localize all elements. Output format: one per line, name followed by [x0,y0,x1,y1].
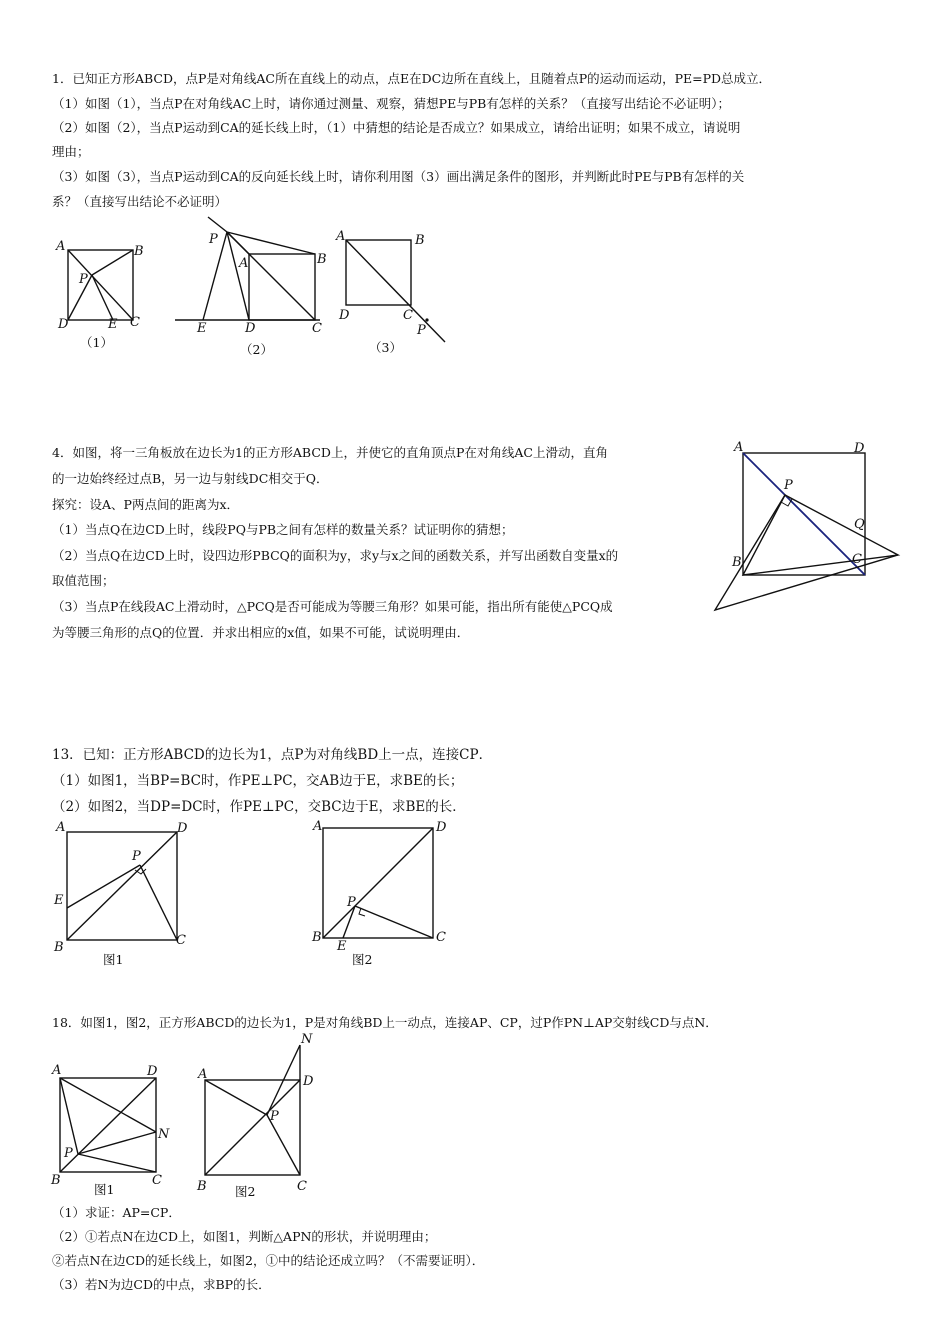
problem4-line3: 探究：设A、P两点间的距离为x． [52,497,239,512]
caption-fig2: （2） [240,342,273,357]
ray-extension [208,217,227,232]
segment-pc [78,1154,156,1172]
segment-pc [140,865,177,940]
diagonal-bd [60,1078,156,1172]
label-a: A [52,1063,62,1078]
diagonal-bd [323,828,433,938]
segment-pc [267,1115,300,1175]
problem1-q3-line2: 系？（直接写出结论不必证明） [52,194,228,209]
diagonal-extended [346,240,445,342]
label-d: D [854,441,865,456]
label-n: N [158,1127,170,1142]
label-b: B [197,1179,207,1194]
problem18-figure-2 [195,1030,325,1205]
label-b: B [51,1173,61,1188]
label-q: Q [854,517,865,532]
label-a: A [56,820,66,835]
label-c: C [312,321,322,336]
label-p: P [347,895,356,910]
problem13-line2: （1）如图1，当BP=BC时，作PE⊥PC，交AB边于E，求BE的长； [52,773,464,789]
label-d: D [245,321,256,336]
caption-fig2: 图2 [352,952,373,967]
label-a: A [734,440,744,455]
segment-pc [355,906,433,938]
problem1-stem: 1．已知正方形ABCD，点P是对角线AC所在直线上的动点，点E在DC边所在直线上，且随着点P的运动而运动，PE=PD总成立． [52,71,772,86]
segment-pe [343,906,355,938]
problem4-line5: （2）当点Q在边CD上时，设四边形PBCQ的面积为y，求y与x之间的函数关系，并写出函数自变量x的 [52,548,619,563]
segment-pd [227,232,249,320]
label-d: D [436,820,447,835]
problem1-q2-line1: （2）如图（2），当点P运动到CA的延长线上时，（1）中猜想的结论是否成立？如果成立，请给出证明；如果不成立，请说明 [52,120,741,135]
label-p: P [209,232,218,247]
problem4-line6: 取值范围； [52,573,115,588]
problem1-q2-line2: 理由； [52,144,90,159]
label-c: C [852,552,862,567]
caption-fig1: 图1 [94,1182,115,1197]
label-d: D [177,821,188,836]
problem13-line1: 13．已知：正方形ABCD的边长为1，点P为对角线BD上一点，连接CP． [52,747,493,763]
problem4-figure [715,435,915,620]
label-c: C [403,308,413,323]
label-b: B [54,940,64,955]
label-b: B [317,252,327,267]
problem18-q2-part2: ②若点N在边CD的延长线上，如图2，①中的结论还成立吗？（不需要证明）． [52,1253,485,1268]
problem4-line2: 的一边始终经过点B，另一边与射线DC相交于Q． [52,471,329,486]
label-p: P [79,272,88,287]
label-p: P [784,478,793,493]
problem4-line7: （3）当点P在线段AC上滑动时，△PCQ是否可能成为等腰三角形？如果可能，指出所有能使△PCQ成 [52,599,613,614]
problem4-line4: （1）当点Q在边CD上时，线段PQ与PB之间有怎样的数量关系？试证明你的猜想； [52,522,514,537]
label-b: B [312,930,322,945]
label-e: E [108,317,118,332]
label-d: D [147,1064,158,1079]
caption-fig1: （1） [80,335,113,350]
problem13-figure-1 [50,818,200,973]
label-b: B [415,233,425,248]
label-c: C [130,315,140,330]
label-p: P [132,849,141,864]
label-a: A [313,819,323,834]
label-p: P [417,323,426,338]
label-p: P [270,1109,279,1124]
problem1-figure-2 [175,210,335,360]
label-a: A [239,256,249,271]
label-p: P [64,1146,73,1161]
problem1-q1: （1）如图（1），当点P在对角线AC上时，请你通过测量、观察，猜想PE与PB有怎样的关系？（直接写出结论不必证明）； [52,96,731,111]
label-e: E [337,939,347,954]
label-a: A [198,1067,208,1082]
label-d: D [303,1074,314,1089]
problem1-q3-line1: （3）如图（3），当点P运动到CA的反向延长线上时，请你利用图（3）画出满足条件的图形，并判断此时PE与PB有怎样的关 [52,169,745,184]
label-b: B [732,555,742,570]
problem18-figure-1 [48,1060,183,1200]
problem18-q1: （1）求证：AP=CP． [52,1205,181,1220]
label-b: B [134,244,144,259]
label-d: D [339,308,350,323]
problem1-figure-1 [50,235,160,360]
segment-pe [67,865,140,908]
label-a: A [336,229,346,244]
segment-pb [92,250,133,275]
problem13-figure-2 [305,818,460,973]
segment-pb [227,232,315,254]
problem4-line1: 4．如图，将一三角板放在边长为1的正方形ABCD上，并使它的直角顶点P在对角线AC上滑动，直角 [52,445,608,460]
label-c: C [176,933,186,948]
point-p [425,318,428,321]
problem4-line8: 为等腰三角形的点Q的位置．并求出相应的x值，如果不可能，试说明理由． [52,625,470,640]
caption-fig3: （3） [369,340,402,355]
segment-ap [205,1080,267,1115]
problem1-figure-3 [335,230,455,360]
segment-an [60,1078,156,1132]
label-e: E [197,321,207,336]
problem13-line3: （2）如图2，当DP=DC时，作PE⊥PC，交BC边于E，求BE的长． [52,799,466,815]
diagonal-ac [68,250,133,320]
segment-ap [60,1078,78,1154]
label-n: N [301,1032,313,1047]
triangle-ruler-inner [743,495,898,575]
label-a: A [56,239,66,254]
segment-pe [92,275,113,320]
problem18-q2-part1: （2）①若点N在边CD上，如图1，判断△APN的形状，并说明理由； [52,1229,437,1244]
label-e: E [54,893,64,908]
caption-fig2: 图2 [235,1184,256,1199]
caption-fig1: 图1 [103,952,124,967]
diagonal-bd [205,1080,300,1175]
diagonal-ac [743,453,865,575]
label-c: C [297,1179,307,1194]
problem18-q3: （3）若N为边CD的中点，求BP的长． [52,1277,271,1292]
label-c: C [436,930,446,945]
problem18-stem: 18．如图1，图2，正方形ABCD的边长为1，P是对角线BD上一动点，连接AP、CP，过P作PN⊥AP交射线CD与点N． [52,1015,718,1030]
label-c: C [152,1173,162,1188]
label-d: D [58,317,69,332]
diagonal-bd [67,832,177,940]
